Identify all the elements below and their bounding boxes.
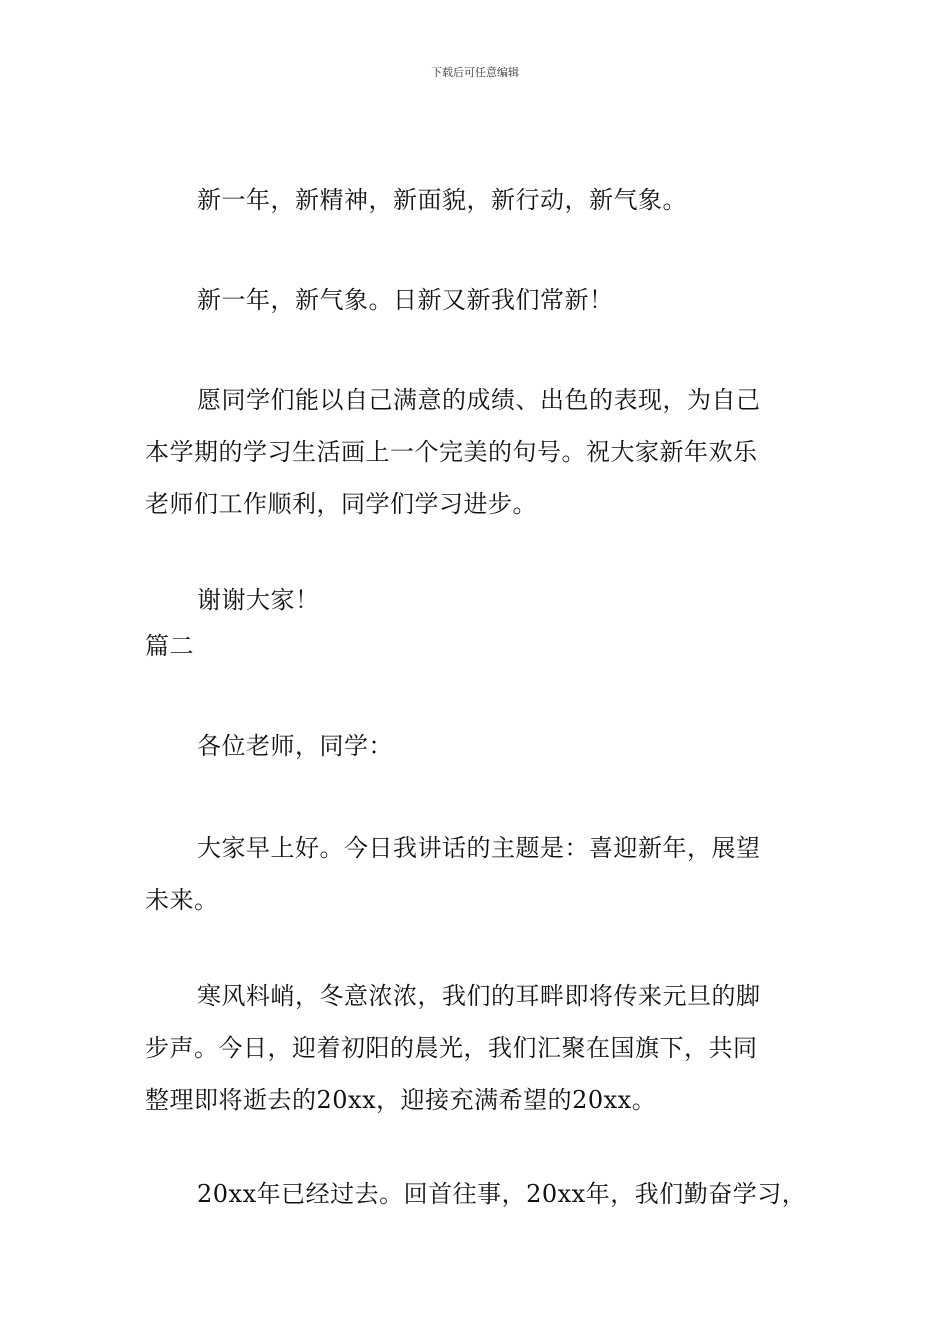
paragraph-wishes [145, 374, 835, 530]
page-header: 下载后可任意编辑 [431, 66, 519, 79]
paragraph-winter [145, 970, 835, 1126]
paragraph-greeting: 各位老师，同学： [197, 732, 393, 760]
paragraph-wishes-line-3: 老师们工作顺利，同学们学习进步。 [145, 490, 537, 518]
section-title: 篇二 [145, 632, 194, 660]
paragraph-new-year-atmosphere: 新一年，新气象。日新又新我们常新！ [197, 286, 614, 314]
paragraph-wishes-line-2: 本学期的学习生活画上一个完美的句号。祝大家新年欢乐 [145, 438, 758, 466]
paragraph-topic-line-2: 未来。 [145, 886, 219, 914]
paragraph-thanks: 谢谢大家！ [197, 586, 320, 614]
paragraph-new-year-spirit: 新一年，新精神，新面貌，新行动，新气象。 [197, 186, 687, 214]
paragraph-wishes-line-1: 愿同学们能以自己满意的成绩、出色的表现，为自己 [197, 386, 761, 414]
paragraph-topic [145, 822, 835, 926]
paragraph-winter-line-3: 整理即将逝去的20xx，迎接充满希望的20xx。 [145, 1086, 657, 1114]
paragraph-review: 20xx年已经过去。回首往事，20xx年，我们勤奋学习， [197, 1180, 807, 1208]
paragraph-winter-line-2: 步声。今日，迎着初阳的晨光，我们汇聚在国旗下，共同 [145, 1034, 758, 1062]
paragraph-winter-line-1: 寒风料峭，冬意浓浓，我们的耳畔即将传来元旦的脚 [197, 982, 761, 1010]
paragraph-topic-line-1: 大家早上好。今日我讲话的主题是：喜迎新年，展望 [197, 834, 761, 862]
